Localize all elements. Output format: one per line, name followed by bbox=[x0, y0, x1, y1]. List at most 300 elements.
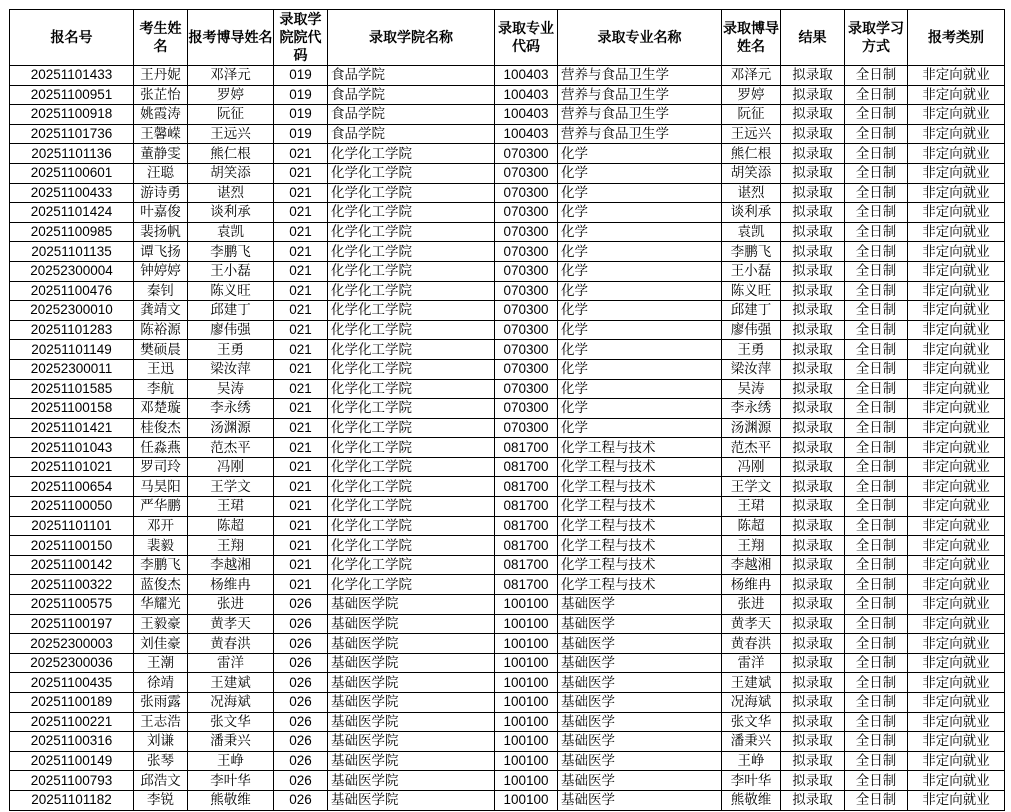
cell-major-name: 化学 bbox=[558, 203, 722, 223]
cell-college-code: 021 bbox=[274, 379, 328, 399]
cell-admitted-supervisor: 袁凯 bbox=[722, 222, 781, 242]
cell-college-name: 基础医学院 bbox=[328, 732, 495, 752]
cell-study-mode: 全日制 bbox=[845, 242, 908, 262]
cell-major-code: 070300 bbox=[495, 183, 558, 203]
cell-major-name: 化学工程与技术 bbox=[558, 497, 722, 517]
header-application-no: 报名号 bbox=[10, 10, 134, 66]
table-row bbox=[10, 359, 1005, 379]
cell-applied-supervisor: 王学文 bbox=[188, 477, 274, 497]
cell-applied-supervisor: 李叶华 bbox=[188, 771, 274, 791]
cell-college-name: 基础医学院 bbox=[328, 634, 495, 654]
table-row bbox=[10, 575, 1005, 595]
cell-college-code: 026 bbox=[274, 771, 328, 791]
table-row bbox=[10, 281, 1005, 301]
table-row bbox=[10, 516, 1005, 536]
cell-admitted-supervisor: 吴涛 bbox=[722, 379, 781, 399]
cell-college-name: 化学化工学院 bbox=[328, 281, 495, 301]
cell-college-code: 026 bbox=[274, 693, 328, 713]
cell-application-type: 非定向就业 bbox=[908, 595, 1005, 615]
cell-study-mode: 全日制 bbox=[845, 124, 908, 144]
cell-major-code: 081700 bbox=[495, 555, 558, 575]
table-row bbox=[10, 320, 1005, 340]
cell-result: 拟录取 bbox=[781, 203, 845, 223]
cell-major-name: 化学工程与技术 bbox=[558, 575, 722, 595]
cell-application-no: 20251100985 bbox=[10, 222, 134, 242]
cell-admitted-supervisor: 张文华 bbox=[722, 712, 781, 732]
cell-application-no: 20251100435 bbox=[10, 673, 134, 693]
cell-college-name: 化学化工学院 bbox=[328, 183, 495, 203]
table-row bbox=[10, 163, 1005, 183]
cell-study-mode: 全日制 bbox=[845, 477, 908, 497]
cell-study-mode: 全日制 bbox=[845, 536, 908, 556]
cell-college-name: 化学化工学院 bbox=[328, 340, 495, 360]
cell-college-code: 026 bbox=[274, 653, 328, 673]
cell-applied-supervisor: 雷洋 bbox=[188, 653, 274, 673]
cell-application-no: 20251101421 bbox=[10, 418, 134, 438]
cell-study-mode: 全日制 bbox=[845, 66, 908, 86]
cell-candidate-name: 罗司玲 bbox=[134, 457, 188, 477]
cell-result: 拟录取 bbox=[781, 144, 845, 164]
cell-major-name: 化学 bbox=[558, 379, 722, 399]
cell-application-type: 非定向就业 bbox=[908, 555, 1005, 575]
cell-application-type: 非定向就业 bbox=[908, 66, 1005, 86]
cell-application-type: 非定向就业 bbox=[908, 614, 1005, 634]
cell-application-no: 20251100142 bbox=[10, 555, 134, 575]
cell-candidate-name: 叶嘉俊 bbox=[134, 203, 188, 223]
cell-application-type: 非定向就业 bbox=[908, 634, 1005, 654]
cell-college-code: 021 bbox=[274, 536, 328, 556]
cell-result: 拟录取 bbox=[781, 261, 845, 281]
cell-application-no: 20251101135 bbox=[10, 242, 134, 262]
cell-major-name: 化学 bbox=[558, 163, 722, 183]
cell-result: 拟录取 bbox=[781, 497, 845, 517]
cell-major-code: 100100 bbox=[495, 732, 558, 752]
cell-college-name: 基础医学院 bbox=[328, 712, 495, 732]
cell-study-mode: 全日制 bbox=[845, 105, 908, 125]
cell-college-name: 基础医学院 bbox=[328, 771, 495, 791]
cell-college-name: 基础医学院 bbox=[328, 790, 495, 810]
cell-college-name: 食品学院 bbox=[328, 105, 495, 125]
cell-application-type: 非定向就业 bbox=[908, 105, 1005, 125]
header-application-type: 报考类别 bbox=[908, 10, 1005, 66]
cell-major-name: 营养与食品卫生学 bbox=[558, 105, 722, 125]
cell-application-no: 20251100189 bbox=[10, 693, 134, 713]
cell-application-no: 20251100221 bbox=[10, 712, 134, 732]
cell-candidate-name: 李航 bbox=[134, 379, 188, 399]
cell-college-name: 化学化工学院 bbox=[328, 242, 495, 262]
cell-major-code: 100403 bbox=[495, 124, 558, 144]
cell-college-name: 化学化工学院 bbox=[328, 438, 495, 458]
table-row bbox=[10, 183, 1005, 203]
cell-admitted-supervisor: 杨维冉 bbox=[722, 575, 781, 595]
cell-applied-supervisor: 袁凯 bbox=[188, 222, 274, 242]
cell-admitted-supervisor: 谌烈 bbox=[722, 183, 781, 203]
cell-applied-supervisor: 谌烈 bbox=[188, 183, 274, 203]
cell-college-name: 化学化工学院 bbox=[328, 359, 495, 379]
cell-application-type: 非定向就业 bbox=[908, 222, 1005, 242]
table-row bbox=[10, 66, 1005, 86]
cell-college-code: 021 bbox=[274, 320, 328, 340]
cell-major-code: 070300 bbox=[495, 399, 558, 419]
cell-college-name: 基础医学院 bbox=[328, 595, 495, 615]
cell-admitted-supervisor: 廖伟强 bbox=[722, 320, 781, 340]
cell-candidate-name: 龚靖文 bbox=[134, 301, 188, 321]
table-row bbox=[10, 751, 1005, 771]
cell-applied-supervisor: 吴涛 bbox=[188, 379, 274, 399]
cell-applied-supervisor: 陈超 bbox=[188, 516, 274, 536]
cell-study-mode: 全日制 bbox=[845, 457, 908, 477]
cell-result: 拟录取 bbox=[781, 320, 845, 340]
table-row bbox=[10, 457, 1005, 477]
cell-study-mode: 全日制 bbox=[845, 261, 908, 281]
cell-candidate-name: 刘谦 bbox=[134, 732, 188, 752]
table-row bbox=[10, 653, 1005, 673]
cell-study-mode: 全日制 bbox=[845, 379, 908, 399]
cell-application-no: 20251101283 bbox=[10, 320, 134, 340]
cell-college-code: 026 bbox=[274, 614, 328, 634]
cell-candidate-name: 谭飞扬 bbox=[134, 242, 188, 262]
cell-result: 拟录取 bbox=[781, 693, 845, 713]
cell-application-no: 20251100601 bbox=[10, 163, 134, 183]
cell-applied-supervisor: 黄孝天 bbox=[188, 614, 274, 634]
header-major-name: 录取专业名称 bbox=[558, 10, 722, 66]
cell-college-name: 基础医学院 bbox=[328, 614, 495, 634]
cell-application-type: 非定向就业 bbox=[908, 477, 1005, 497]
cell-applied-supervisor: 邱建丁 bbox=[188, 301, 274, 321]
cell-application-type: 非定向就业 bbox=[908, 693, 1005, 713]
cell-applied-supervisor: 王勇 bbox=[188, 340, 274, 360]
cell-college-name: 化学化工学院 bbox=[328, 379, 495, 399]
cell-application-type: 非定向就业 bbox=[908, 536, 1005, 556]
cell-college-code: 021 bbox=[274, 438, 328, 458]
cell-application-no: 20252300036 bbox=[10, 653, 134, 673]
cell-major-code: 100100 bbox=[495, 790, 558, 810]
cell-result: 拟录取 bbox=[781, 673, 845, 693]
table-row bbox=[10, 477, 1005, 497]
cell-college-name: 化学化工学院 bbox=[328, 163, 495, 183]
cell-application-type: 非定向就业 bbox=[908, 438, 1005, 458]
cell-study-mode: 全日制 bbox=[845, 693, 908, 713]
cell-admitted-supervisor: 邓泽元 bbox=[722, 66, 781, 86]
cell-application-no: 20252300003 bbox=[10, 634, 134, 654]
cell-college-code: 021 bbox=[274, 399, 328, 419]
cell-college-name: 化学化工学院 bbox=[328, 222, 495, 242]
header-result: 结果 bbox=[781, 10, 845, 66]
cell-candidate-name: 蓝俊杰 bbox=[134, 575, 188, 595]
cell-study-mode: 全日制 bbox=[845, 340, 908, 360]
cell-college-name: 基础医学院 bbox=[328, 673, 495, 693]
cell-major-name: 化学工程与技术 bbox=[558, 516, 722, 536]
cell-admitted-supervisor: 陈义旺 bbox=[722, 281, 781, 301]
cell-major-name: 基础医学 bbox=[558, 751, 722, 771]
cell-college-name: 化学化工学院 bbox=[328, 536, 495, 556]
cell-result: 拟录取 bbox=[781, 575, 845, 595]
cell-major-code: 070300 bbox=[495, 379, 558, 399]
cell-college-code: 019 bbox=[274, 66, 328, 86]
cell-study-mode: 全日制 bbox=[845, 516, 908, 536]
cell-application-no: 20252300004 bbox=[10, 261, 134, 281]
cell-college-code: 026 bbox=[274, 790, 328, 810]
cell-college-code: 026 bbox=[274, 751, 328, 771]
cell-college-code: 021 bbox=[274, 261, 328, 281]
table-row bbox=[10, 301, 1005, 321]
cell-admitted-supervisor: 邱建丁 bbox=[722, 301, 781, 321]
cell-application-no: 20251100050 bbox=[10, 497, 134, 517]
cell-study-mode: 全日制 bbox=[845, 320, 908, 340]
cell-major-name: 化学工程与技术 bbox=[558, 438, 722, 458]
cell-college-name: 化学化工学院 bbox=[328, 301, 495, 321]
cell-application-type: 非定向就业 bbox=[908, 790, 1005, 810]
cell-major-name: 营养与食品卫生学 bbox=[558, 66, 722, 86]
cell-major-code: 100100 bbox=[495, 693, 558, 713]
cell-major-code: 100100 bbox=[495, 634, 558, 654]
cell-college-name: 基础医学院 bbox=[328, 693, 495, 713]
cell-candidate-name: 钟婷婷 bbox=[134, 261, 188, 281]
cell-application-type: 非定向就业 bbox=[908, 203, 1005, 223]
cell-application-no: 20251101101 bbox=[10, 516, 134, 536]
cell-study-mode: 全日制 bbox=[845, 732, 908, 752]
cell-college-code: 021 bbox=[274, 477, 328, 497]
cell-candidate-name: 王潮 bbox=[134, 653, 188, 673]
table-row bbox=[10, 693, 1005, 713]
cell-application-type: 非定向就业 bbox=[908, 732, 1005, 752]
cell-admitted-supervisor: 罗婷 bbox=[722, 85, 781, 105]
cell-major-name: 化学工程与技术 bbox=[558, 555, 722, 575]
cell-study-mode: 全日制 bbox=[845, 144, 908, 164]
cell-application-type: 非定向就业 bbox=[908, 497, 1005, 517]
cell-major-code: 081700 bbox=[495, 575, 558, 595]
cell-application-no: 20251100197 bbox=[10, 614, 134, 634]
cell-college-code: 021 bbox=[274, 418, 328, 438]
cell-major-name: 基础医学 bbox=[558, 673, 722, 693]
cell-result: 拟录取 bbox=[781, 242, 845, 262]
table-row bbox=[10, 595, 1005, 615]
cell-admitted-supervisor: 熊敬维 bbox=[722, 790, 781, 810]
cell-college-code: 026 bbox=[274, 634, 328, 654]
cell-admitted-supervisor: 王建斌 bbox=[722, 673, 781, 693]
cell-result: 拟录取 bbox=[781, 595, 845, 615]
cell-application-type: 非定向就业 bbox=[908, 673, 1005, 693]
cell-application-no: 20251100158 bbox=[10, 399, 134, 419]
cell-major-code: 070300 bbox=[495, 359, 558, 379]
cell-application-type: 非定向就业 bbox=[908, 516, 1005, 536]
cell-application-no: 20251101136 bbox=[10, 144, 134, 164]
cell-major-name: 基础医学 bbox=[558, 595, 722, 615]
cell-candidate-name: 任淼燕 bbox=[134, 438, 188, 458]
cell-result: 拟录取 bbox=[781, 124, 845, 144]
cell-college-code: 021 bbox=[274, 301, 328, 321]
cell-study-mode: 全日制 bbox=[845, 712, 908, 732]
cell-result: 拟录取 bbox=[781, 516, 845, 536]
cell-college-code: 021 bbox=[274, 497, 328, 517]
cell-applied-supervisor: 冯刚 bbox=[188, 457, 274, 477]
cell-application-no: 20251101182 bbox=[10, 790, 134, 810]
cell-major-code: 070300 bbox=[495, 222, 558, 242]
table-row bbox=[10, 399, 1005, 419]
cell-result: 拟录取 bbox=[781, 614, 845, 634]
cell-result: 拟录取 bbox=[781, 85, 845, 105]
cell-candidate-name: 王丹妮 bbox=[134, 66, 188, 86]
cell-candidate-name: 陈裕源 bbox=[134, 320, 188, 340]
cell-result: 拟录取 bbox=[781, 653, 845, 673]
cell-college-code: 026 bbox=[274, 712, 328, 732]
admission-table bbox=[9, 9, 1005, 811]
cell-college-name: 基础医学院 bbox=[328, 751, 495, 771]
cell-study-mode: 全日制 bbox=[845, 497, 908, 517]
cell-major-code: 100100 bbox=[495, 712, 558, 732]
table-row bbox=[10, 732, 1005, 752]
cell-application-no: 20251100575 bbox=[10, 595, 134, 615]
cell-application-no: 20251101585 bbox=[10, 379, 134, 399]
cell-result: 拟录取 bbox=[781, 634, 845, 654]
cell-application-no: 20251101736 bbox=[10, 124, 134, 144]
cell-candidate-name: 张芷怡 bbox=[134, 85, 188, 105]
cell-college-code: 021 bbox=[274, 163, 328, 183]
cell-major-name: 化学 bbox=[558, 418, 722, 438]
cell-study-mode: 全日制 bbox=[845, 575, 908, 595]
cell-application-type: 非定向就业 bbox=[908, 712, 1005, 732]
cell-major-code: 070300 bbox=[495, 340, 558, 360]
cell-admitted-supervisor: 谈利承 bbox=[722, 203, 781, 223]
cell-college-name: 化学化工学院 bbox=[328, 555, 495, 575]
cell-candidate-name: 王馨嵘 bbox=[134, 124, 188, 144]
cell-result: 拟录取 bbox=[781, 399, 845, 419]
cell-candidate-name: 王毅豪 bbox=[134, 614, 188, 634]
cell-college-code: 021 bbox=[274, 457, 328, 477]
header-college-code: 录取学院院代码 bbox=[274, 10, 328, 66]
cell-application-no: 20251100316 bbox=[10, 732, 134, 752]
cell-college-code: 021 bbox=[274, 575, 328, 595]
cell-application-type: 非定向就业 bbox=[908, 653, 1005, 673]
cell-application-no: 20251101149 bbox=[10, 340, 134, 360]
cell-applied-supervisor: 陈义旺 bbox=[188, 281, 274, 301]
cell-college-name: 化学化工学院 bbox=[328, 144, 495, 164]
cell-application-no: 20251100433 bbox=[10, 183, 134, 203]
table-row bbox=[10, 85, 1005, 105]
table-body bbox=[10, 66, 1005, 811]
cell-admitted-supervisor: 陈超 bbox=[722, 516, 781, 536]
cell-college-name: 食品学院 bbox=[328, 66, 495, 86]
cell-major-code: 070300 bbox=[495, 242, 558, 262]
cell-college-code: 021 bbox=[274, 359, 328, 379]
cell-application-type: 非定向就业 bbox=[908, 144, 1005, 164]
header-college-name: 录取学院名称 bbox=[328, 10, 495, 66]
cell-application-no: 20251100476 bbox=[10, 281, 134, 301]
cell-study-mode: 全日制 bbox=[845, 85, 908, 105]
cell-applied-supervisor: 王翔 bbox=[188, 536, 274, 556]
table-row bbox=[10, 144, 1005, 164]
table-row bbox=[10, 379, 1005, 399]
cell-admitted-supervisor: 黄孝天 bbox=[722, 614, 781, 634]
cell-college-code: 026 bbox=[274, 673, 328, 693]
cell-major-code: 081700 bbox=[495, 516, 558, 536]
cell-college-name: 化学化工学院 bbox=[328, 418, 495, 438]
cell-application-no: 20251100793 bbox=[10, 771, 134, 791]
cell-application-type: 非定向就业 bbox=[908, 575, 1005, 595]
cell-college-code: 019 bbox=[274, 124, 328, 144]
table-row bbox=[10, 536, 1005, 556]
cell-application-no: 20251100322 bbox=[10, 575, 134, 595]
cell-college-code: 026 bbox=[274, 595, 328, 615]
cell-major-code: 100100 bbox=[495, 595, 558, 615]
cell-major-code: 070300 bbox=[495, 418, 558, 438]
cell-candidate-name: 张琴 bbox=[134, 751, 188, 771]
cell-application-type: 非定向就业 bbox=[908, 85, 1005, 105]
cell-result: 拟录取 bbox=[781, 536, 845, 556]
cell-applied-supervisor: 王远兴 bbox=[188, 124, 274, 144]
cell-application-type: 非定向就业 bbox=[908, 457, 1005, 477]
cell-application-no: 20251100150 bbox=[10, 536, 134, 556]
table-row bbox=[10, 124, 1005, 144]
header-candidate-name: 考生姓名 bbox=[134, 10, 188, 66]
cell-applied-supervisor: 邓泽元 bbox=[188, 66, 274, 86]
cell-applied-supervisor: 谈利承 bbox=[188, 203, 274, 223]
header-major-code: 录取专业代码 bbox=[495, 10, 558, 66]
cell-major-code: 081700 bbox=[495, 477, 558, 497]
cell-major-code: 070300 bbox=[495, 144, 558, 164]
cell-candidate-name: 徐靖 bbox=[134, 673, 188, 693]
table-row bbox=[10, 555, 1005, 575]
cell-application-type: 非定向就业 bbox=[908, 163, 1005, 183]
cell-admitted-supervisor: 李永绣 bbox=[722, 399, 781, 419]
cell-result: 拟录取 bbox=[781, 771, 845, 791]
cell-candidate-name: 邓楚璇 bbox=[134, 399, 188, 419]
table-row bbox=[10, 203, 1005, 223]
table-row bbox=[10, 673, 1005, 693]
cell-college-code: 021 bbox=[274, 340, 328, 360]
cell-candidate-name: 游诗勇 bbox=[134, 183, 188, 203]
cell-major-code: 081700 bbox=[495, 497, 558, 517]
cell-candidate-name: 李鹏飞 bbox=[134, 555, 188, 575]
cell-study-mode: 全日制 bbox=[845, 359, 908, 379]
cell-candidate-name: 马昊阳 bbox=[134, 477, 188, 497]
cell-admitted-supervisor: 冯刚 bbox=[722, 457, 781, 477]
cell-major-code: 081700 bbox=[495, 438, 558, 458]
cell-major-name: 化学 bbox=[558, 242, 722, 262]
cell-study-mode: 全日制 bbox=[845, 771, 908, 791]
cell-applied-supervisor: 廖伟强 bbox=[188, 320, 274, 340]
cell-study-mode: 全日制 bbox=[845, 614, 908, 634]
cell-candidate-name: 裴扬帆 bbox=[134, 222, 188, 242]
cell-college-name: 化学化工学院 bbox=[328, 477, 495, 497]
table-row bbox=[10, 242, 1005, 262]
cell-application-type: 非定向就业 bbox=[908, 340, 1005, 360]
cell-applied-supervisor: 王峥 bbox=[188, 751, 274, 771]
cell-application-no: 20251101424 bbox=[10, 203, 134, 223]
cell-major-name: 化学 bbox=[558, 281, 722, 301]
cell-application-no: 20252300010 bbox=[10, 301, 134, 321]
cell-applied-supervisor: 张进 bbox=[188, 595, 274, 615]
cell-applied-supervisor: 潘秉兴 bbox=[188, 732, 274, 752]
cell-major-name: 基础医学 bbox=[558, 634, 722, 654]
cell-candidate-name: 李锐 bbox=[134, 790, 188, 810]
cell-applied-supervisor: 杨维冉 bbox=[188, 575, 274, 595]
cell-major-name: 化学工程与技术 bbox=[558, 477, 722, 497]
cell-study-mode: 全日制 bbox=[845, 673, 908, 693]
cell-study-mode: 全日制 bbox=[845, 653, 908, 673]
cell-major-name: 化学 bbox=[558, 301, 722, 321]
cell-candidate-name: 裴毅 bbox=[134, 536, 188, 556]
cell-college-code: 021 bbox=[274, 281, 328, 301]
cell-applied-supervisor: 李越湘 bbox=[188, 555, 274, 575]
cell-result: 拟录取 bbox=[781, 790, 845, 810]
cell-applied-supervisor: 况海斌 bbox=[188, 693, 274, 713]
table-row bbox=[10, 340, 1005, 360]
cell-applied-supervisor: 张文华 bbox=[188, 712, 274, 732]
cell-major-name: 基础医学 bbox=[558, 790, 722, 810]
cell-result: 拟录取 bbox=[781, 301, 845, 321]
cell-admitted-supervisor: 梁汝萍 bbox=[722, 359, 781, 379]
